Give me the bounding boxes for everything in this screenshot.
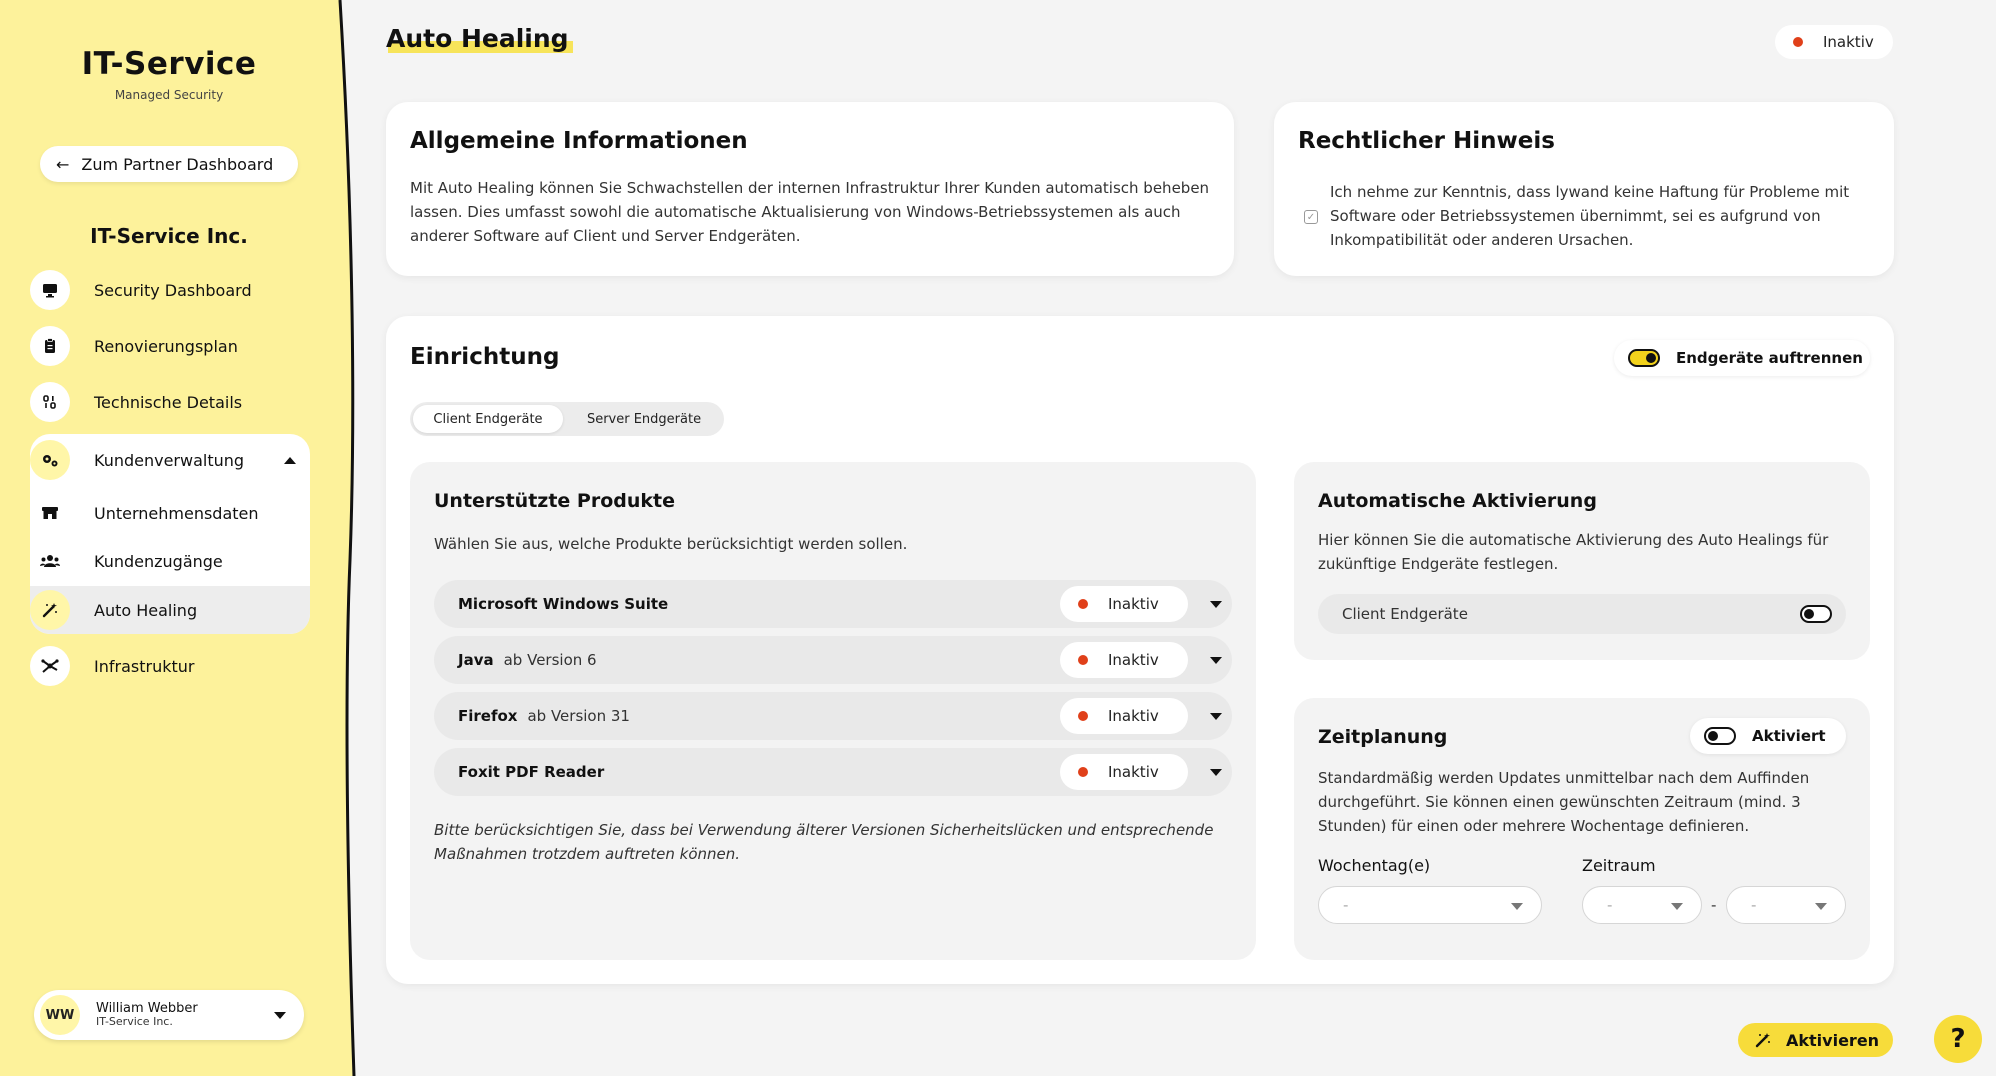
magic-wand-icon (30, 590, 70, 630)
split-devices-toggle[interactable] (1614, 340, 1870, 376)
sidebar-item-kundenzugaenge[interactable] (30, 538, 310, 584)
weekday-select[interactable] (1318, 886, 1542, 924)
binary-icon (30, 382, 70, 422)
auto-activation-panel (1294, 462, 1870, 660)
monitor-icon (30, 270, 70, 310)
avatar: WW (40, 995, 80, 1035)
time-to-select[interactable] (1726, 886, 1846, 924)
product-row (434, 636, 1232, 684)
sidebar-item-kundenverwaltung[interactable] (30, 434, 310, 486)
status-label: Inaktiv (1823, 33, 1874, 51)
legal-notice-text: Ich nehme zur Kenntnis, dass lywand keine Haftung für Probleme mit Software oder Betriebssystemen übernimmt, sei es aufgrund von Inkompatibilität oder anderen Ursachen. (1330, 183, 1850, 249)
chevron-down-icon (1671, 903, 1683, 910)
supported-products-title: Unterstützte Produkte (434, 490, 676, 512)
product-status: Inaktiv (1108, 763, 1159, 781)
schedule-title: Zeitplanung (1318, 726, 1448, 748)
status-dot-icon (1078, 711, 1088, 721)
tab-server-endgeraete[interactable]: Server Endgeräte (586, 411, 702, 427)
user-menu[interactable] (34, 990, 304, 1040)
auto-activation-title: Automatische Aktivierung (1318, 490, 1597, 512)
expand-row-icon[interactable] (1210, 769, 1222, 776)
gears-icon (30, 440, 70, 480)
magic-wand-icon (1754, 1031, 1772, 1049)
schedule-activated-toggle[interactable] (1690, 718, 1846, 754)
product-status-select[interactable] (1060, 698, 1188, 734)
expand-row-icon[interactable] (1210, 657, 1222, 664)
page-title-text: Auto Healing (386, 24, 569, 53)
page-title (386, 24, 569, 53)
sidebar-item-label: Unternehmensdaten (94, 503, 259, 523)
legal-acknowledge-checkbox[interactable]: ✓ (1304, 210, 1318, 224)
auto-activation-text: Hier können Sie die automatische Aktivierung des Auto Healings für zukünftige Endgeräte festlegen. (1318, 531, 1829, 573)
product-row (434, 580, 1232, 628)
help-button[interactable]: ? (1934, 1015, 1982, 1063)
product-version: ab Version 31 (527, 707, 630, 725)
supported-products-panel (410, 462, 1256, 960)
product-status-select[interactable] (1060, 642, 1188, 678)
sidebar-item-unternehmensdaten[interactable] (30, 490, 310, 536)
clipboard-icon (30, 326, 70, 366)
products-note: Bitte berücksichtigen Sie, dass bei Verwendung älterer Versionen Sicherheitslücken und entsprechende Maßnahmen trotzdem auftreten können. (434, 821, 1214, 863)
product-status: Inaktiv (1108, 651, 1159, 669)
client-auto-activation-toggle[interactable] (1800, 605, 1832, 623)
client-auto-activation-label: Client Endgeräte (1342, 605, 1468, 623)
sidebar-group-kundenverwaltung (30, 434, 310, 634)
brand-name: IT-Service (81, 46, 257, 82)
time-range-separator: - (1711, 896, 1717, 914)
general-info-card (386, 102, 1234, 276)
sidebar-item-auto-healing[interactable] (30, 586, 310, 634)
setup-title: Einrichtung (410, 344, 560, 370)
status-dot-icon (1078, 767, 1088, 777)
store-icon (30, 493, 70, 533)
legal-notice-title: Rechtlicher Hinweis (1298, 128, 1555, 154)
weekday-label: Wochentag(e) (1318, 856, 1431, 875)
product-version: ab Version 6 (503, 651, 597, 669)
product-status-select[interactable] (1060, 586, 1188, 622)
sidebar-item-label: Renovierungsplan (94, 336, 238, 356)
time-from-value: - (1607, 896, 1613, 914)
sidebar-item-label: Kundenverwaltung (94, 450, 245, 470)
sidebar-item-label: Technische Details (94, 392, 243, 412)
time-from-select[interactable] (1582, 886, 1702, 924)
sidebar-item-label: Security Dashboard (94, 280, 252, 300)
device-tabs (410, 402, 724, 436)
network-icon (30, 646, 70, 686)
supported-products-subtitle: Wählen Sie aus, welche Produkte berücksichtigt werden sollen. (434, 535, 908, 553)
sidebar-item-label: Infrastruktur (94, 656, 195, 676)
product-name: Java (458, 651, 494, 669)
schedule-panel (1294, 698, 1870, 960)
chevron-up-icon (284, 457, 296, 464)
status-dot-icon (1078, 655, 1088, 665)
brand-subtitle: Managed Security (114, 88, 224, 102)
user-name: William Webber (96, 1001, 198, 1016)
product-name: Microsoft Windows Suite (458, 595, 669, 613)
weekday-select-value: - (1343, 896, 1349, 914)
product-status-select[interactable] (1060, 754, 1188, 790)
chevron-down-icon (1815, 903, 1827, 910)
chevron-down-icon (1511, 903, 1523, 910)
schedule-toggle-label: Aktiviert (1752, 727, 1826, 745)
user-info (96, 1002, 198, 1028)
activate-button-label: Aktivieren (1786, 1030, 1880, 1050)
product-row (434, 748, 1232, 796)
sidebar-item-label: Auto Healing (94, 600, 198, 620)
back-to-partner-dashboard-button[interactable] (40, 146, 298, 182)
schedule-text: Standardmäßig werden Updates unmittelbar nach dem Auffinden durchgeführt. Sie können einen gewünschten Zeitraum (mind. 3 Stunden) für einen oder mehrere Wochentage definieren. (1318, 769, 1810, 835)
company-name: IT-Service Inc. (90, 224, 248, 248)
split-devices-label: Endgeräte auftrennen (1676, 349, 1863, 367)
sidebar-item-renovierungsplan[interactable] (30, 320, 310, 372)
toggle-switch-on (1628, 349, 1660, 367)
product-row (434, 692, 1232, 740)
sidebar (0, 0, 360, 1076)
toggle-switch-off (1704, 727, 1736, 745)
chevron-down-icon (274, 1012, 286, 1019)
status-badge (1775, 25, 1893, 59)
general-info-text: Mit Auto Healing können Sie Schwachstellen der internen Infrastruktur Ihrer Kunden automatisch beheben lassen. Dies umfasst sowohl die automatische Aktualisierung von Windows-Betriebssystemen als auch anderer Software auf Client und Server Endgeräten. (410, 179, 1210, 245)
expand-row-icon[interactable] (1210, 601, 1222, 608)
sidebar-item-label: Kundenzugänge (94, 551, 223, 571)
arrow-left-icon: ← (56, 154, 70, 174)
time-range-label: Zeitraum (1582, 856, 1656, 875)
sidebar-item-infrastruktur[interactable] (30, 640, 310, 692)
users-icon (30, 541, 70, 581)
status-dot-icon (1793, 37, 1803, 47)
status-dot-icon (1078, 599, 1088, 609)
activate-button[interactable] (1738, 1023, 1893, 1057)
back-button-label: Zum Partner Dashboard (81, 154, 274, 174)
client-auto-activation-row (1318, 594, 1846, 634)
general-info-title: Allgemeine Informationen (410, 128, 748, 154)
time-to-value: - (1751, 896, 1757, 914)
setup-card (386, 316, 1894, 984)
product-name: Foxit PDF Reader (458, 763, 605, 781)
product-status: Inaktiv (1108, 595, 1159, 613)
product-status: Inaktiv (1108, 707, 1159, 725)
sidebar-item-security-dashboard[interactable] (30, 264, 310, 316)
user-company: IT-Service Inc. (96, 1015, 173, 1028)
tab-client-endgeraete[interactable]: Client Endgeräte (413, 405, 563, 433)
brand (0, 46, 338, 102)
legal-notice-card (1274, 102, 1894, 276)
sidebar-item-technische-details[interactable] (30, 376, 310, 428)
expand-row-icon[interactable] (1210, 713, 1222, 720)
product-name: Firefox (458, 707, 518, 725)
